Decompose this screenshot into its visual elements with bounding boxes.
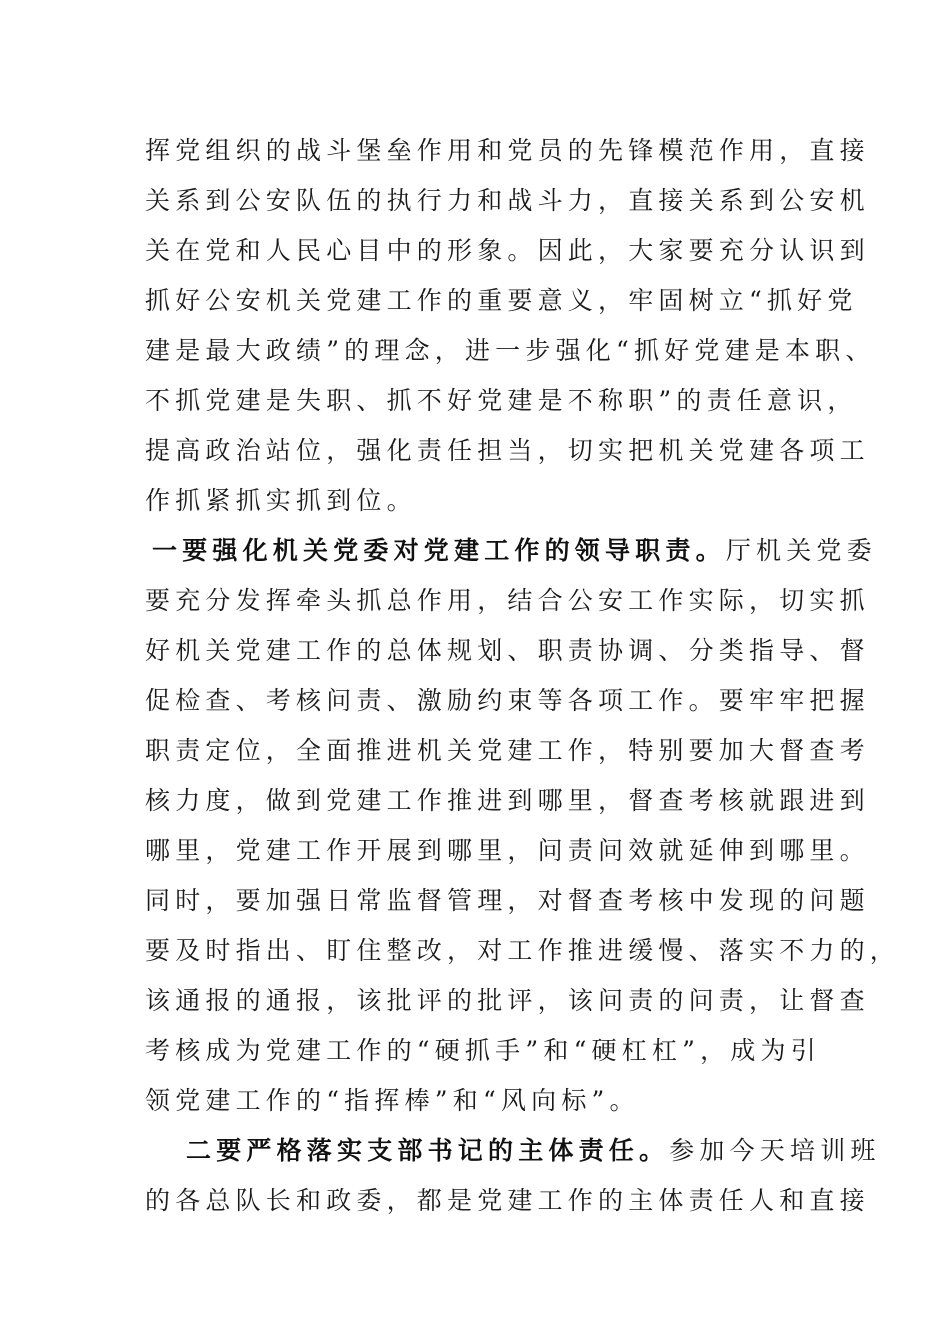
- text-line: 好机关党建工作的总体规划、职责协调、分类指导、督: [145, 636, 870, 665]
- text-line: 要及时指出、盯住整改，对工作推进缓慢、落实不力的，: [145, 936, 901, 965]
- text-line: 促检查、考核问责、激励约束等各项工作。要牢牢把握: [145, 686, 870, 715]
- text-line: 的各总队长和政委，都是党建工作的主体责任人和直接: [145, 1186, 870, 1215]
- text-line: 作抓紧抓实抓到位。: [145, 486, 417, 515]
- text-line: 同时，要加强日常监督管理，对督查考核中发现的问题: [145, 886, 870, 915]
- paragraph-first-line: [186, 1134, 881, 1168]
- text-run: 厅机关党委: [725, 536, 877, 565]
- text-line: 关在党和人民心目中的形象。因此，大家要充分认识到: [145, 236, 870, 265]
- text-line: 核力度，做到党建工作推进到哪里，督查考核就跟进到: [145, 786, 870, 815]
- text-line: 要充分发挥牵头抓总作用，结合公安工作实际，切实抓: [145, 586, 870, 615]
- section-heading: 二要严格落实支部书记的主体责任。: [186, 1136, 670, 1165]
- text-line: 职责定位，全面推进机关党建工作，特别要加大督查考: [145, 736, 870, 765]
- text-line: 不抓党建是失职、抓不好党建是不称职”的责任意识，: [145, 386, 858, 415]
- text-line: 提高政治站位，强化责任担当，切实把机关党建各项工: [145, 436, 870, 465]
- text-line: 关系到公安队伍的执行力和战斗力，直接关系到公安机: [145, 186, 870, 215]
- section-heading: 一要强化机关党委对党建工作的领导职责。: [152, 536, 726, 565]
- text-line: 领党建工作的“指挥棒”和“风向标”。: [145, 1086, 640, 1115]
- text-run: 参加今天培训班: [669, 1136, 881, 1165]
- text-line: 该通报的通报，该批评的批评，该问责的问责，让督查: [145, 986, 870, 1015]
- paragraph-first-line: [152, 534, 877, 568]
- text-line: 考核成为党建工作的“硬抓手”和“硬杠杠”，成为引: [145, 1036, 821, 1065]
- text-line: 挥党组织的战斗堡垒作用和党员的先锋模范作用，直接: [145, 136, 870, 165]
- text-line: 抓好公安机关党建工作的重要意义，牢固树立“抓好党: [145, 286, 858, 315]
- text-line: 建是最大政绩”的理念，进一步强化“抓好党建是本职、: [145, 336, 876, 365]
- text-line: 哪里，党建工作开展到哪里，问责问效就延伸到哪里。: [145, 836, 870, 865]
